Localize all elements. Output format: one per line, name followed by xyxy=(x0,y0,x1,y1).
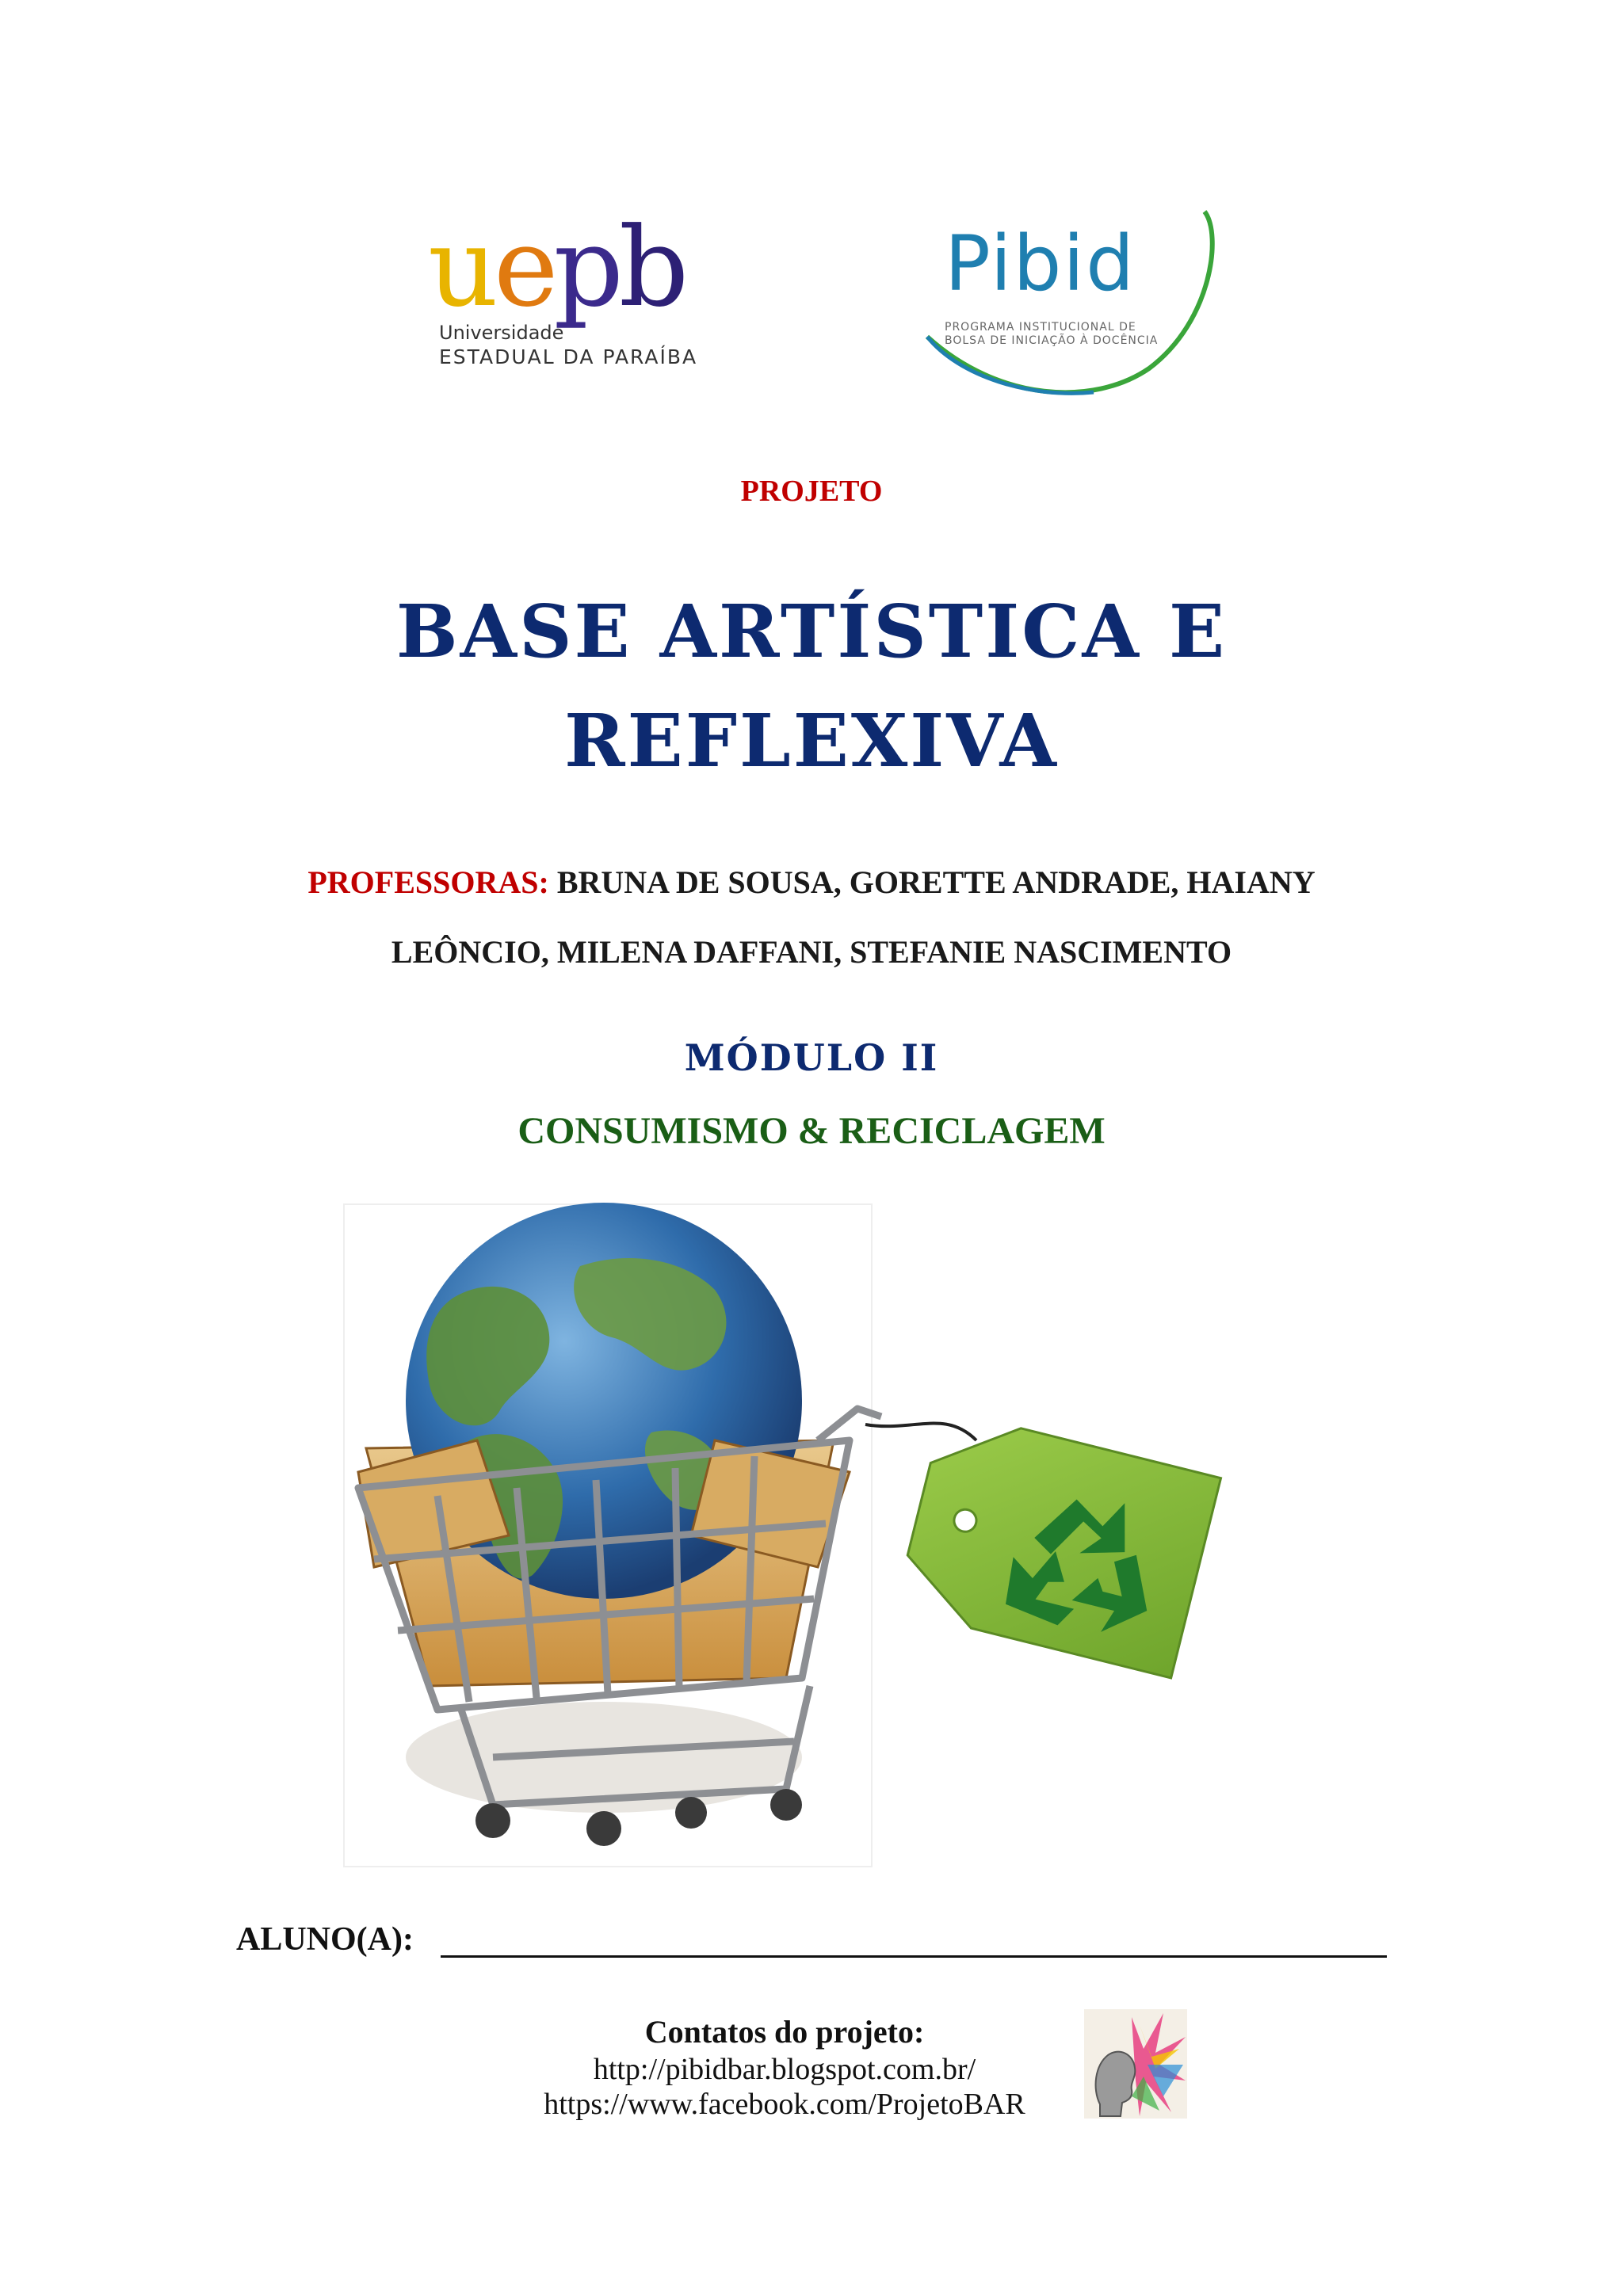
professors-label: PROFESSORAS: xyxy=(307,864,549,900)
professors-line-1 xyxy=(0,848,1623,917)
uepb-logo-line1: Universidade xyxy=(439,322,564,344)
facebook-link[interactable]: https://www.facebook.com/ProjetoBAR xyxy=(544,2088,1025,2121)
student-name-blank-line xyxy=(441,1955,1387,1958)
topic-heading: CONSUMISMO & RECICLAGEM xyxy=(517,1110,1106,1152)
page-title xyxy=(0,577,1623,795)
pibid-logo-line2: BOLSA DE INICIAÇÃO À DOCÊNCIA xyxy=(945,334,1159,347)
pibid-logo-wordmark: Pibid xyxy=(945,219,1136,308)
student-name-row xyxy=(236,1916,1387,1963)
title-line-1: BASE ARTÍSTICA E xyxy=(395,589,1228,674)
professors-names-2: LEÔNCIO, MILENA DAFFANI, STEFANIE NASCIMENTO xyxy=(391,934,1232,970)
professors-block xyxy=(0,848,1623,987)
student-label: ALUNO(A): xyxy=(236,1921,414,1958)
module-heading: MÓDULO II xyxy=(684,1036,939,1079)
uepb-logo xyxy=(428,204,713,371)
uepb-logo-line2: ESTADUAL DA PARAÍBA xyxy=(439,345,698,368)
recycle-tag xyxy=(894,1409,1220,1678)
uepb-logo-wordmark: uepb xyxy=(428,204,685,331)
project-bar-logo xyxy=(1084,2009,1187,2119)
globe-cart-illustration xyxy=(342,1203,1277,1868)
pibid-logo-line1: PROGRAMA INSTITUCIONAL DE xyxy=(945,321,1136,334)
pibid-logo xyxy=(911,202,1220,400)
contacts-block xyxy=(523,2012,1046,2122)
globe-cart-image xyxy=(342,1203,1277,1868)
project-label: PROJETO xyxy=(740,475,883,508)
colorful-head-icon xyxy=(1084,2009,1187,2119)
blog-link[interactable]: http://pibidbar.blogspot.com.br/ xyxy=(593,2053,976,2086)
professors-names-1: BRUNA DE SOUSA, GORETTE ANDRADE, HAIANY xyxy=(556,864,1316,900)
pibid-logo-subtitle xyxy=(945,321,1158,348)
contacts-heading: Contatos do projeto: xyxy=(644,2014,925,2050)
title-line-2: REFLEXIVA xyxy=(564,698,1059,784)
